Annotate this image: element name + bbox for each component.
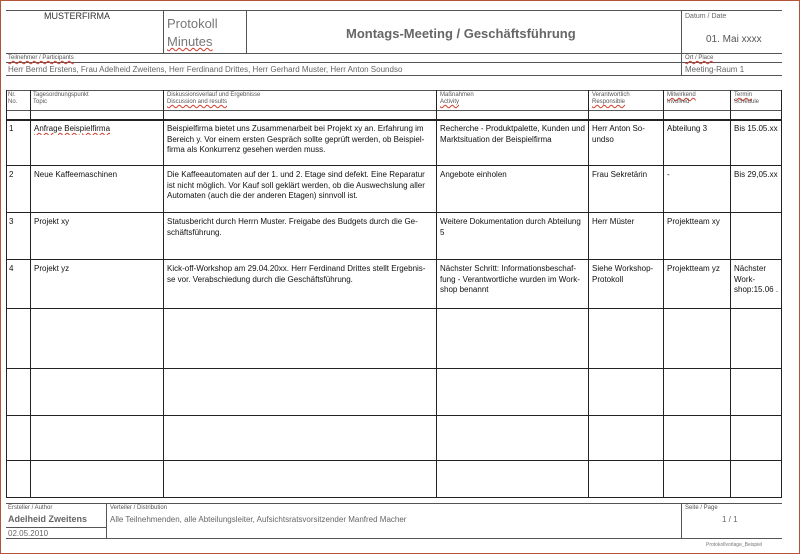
col-schedule-en: Schedule: [734, 99, 760, 105]
col-schedule-header: [734, 92, 759, 106]
row-2-responsible: Frau Sekretärin: [592, 170, 648, 179]
row-4-topic: Projekt yz: [34, 264, 70, 273]
distribution-text: Alle Teilnehmenden, alle Abteilungsleiter, Aufsichtsratsvorsitzender Manfred Macher: [110, 515, 407, 524]
row-3-responsible: Herr Müster: [592, 217, 635, 226]
template-note: Protokollvorlage_Beispiel: [706, 542, 763, 548]
page-value: 1 / 1: [722, 515, 738, 524]
row-4-nr: 4: [9, 264, 14, 273]
place-label: Ort / Place: [685, 55, 714, 61]
col-activity-header: [440, 92, 474, 106]
col-topic-de: Tagesordnungspunkt: [33, 92, 89, 98]
col-involved-header: [667, 92, 696, 106]
meeting-title: Montags-Meeting / Geschäftsführung: [346, 26, 576, 41]
row-1-topic: Anfrage Beispielfirma: [34, 124, 111, 133]
place-value: Meeting-Raum 1: [685, 65, 745, 74]
row-4-responsible: Siehe Workshop-Protokoll: [592, 264, 654, 284]
row-1-discussion: Beispielfirma bietet uns Zusammenarbeit bei Projekt xy an. Erfahrung im Bereich y. Vor einem ersten Gespräch sollte geprüft werden, ob Beispiel-firma als Konkurrenz gesehen werden muss.: [167, 124, 425, 154]
row-3-involved: Projektteam xy: [667, 217, 720, 226]
company-name: MUSTERFIRMA: [44, 11, 110, 21]
row-1-involved: Abteilung 3: [667, 124, 708, 133]
row-2-nr: 2: [9, 170, 14, 179]
col-nr-en: No.: [8, 99, 18, 105]
author-label: Ersteller / Author: [8, 505, 53, 511]
distribution-value: [110, 515, 406, 525]
row-2-schedule: Bis 29,05.xx: [734, 170, 778, 179]
date-value: [706, 34, 762, 45]
col-topic-en: Topic: [33, 99, 48, 105]
col-nr-header: [8, 92, 17, 106]
col-responsible-header: [592, 92, 630, 106]
col-activity-de: Maßnahmen: [440, 92, 474, 98]
row-1-schedule: Bis 15.05.xx: [734, 124, 778, 133]
row-2-discussion: Die Kaffeeautomaten auf der 1. und 2. Etage sind defekt. Eine Reparatur ist nicht möglich. Vor Kauf soll geklärt werden, ob die Auswechslung aller Automaten (auch die der anderen Etagen) sinnvoll ist.: [167, 170, 425, 200]
author-name: Adelheid Zweitens: [8, 514, 88, 524]
row-2-activity: Angebote einholen: [440, 170, 507, 179]
col-discussion-header: [167, 92, 260, 106]
distribution-label: Verteiler / Distribution: [110, 505, 168, 511]
row-3-topic: Projekt xy: [34, 217, 70, 226]
row-3-discussion: Statusbericht durch Herrn Muster. Freigabe des Budgets durch die Ge-schäftsführung.: [167, 217, 418, 237]
date-value-text: 01. Mai xxxx: [706, 34, 762, 45]
col-activity-en: Activity: [440, 99, 460, 105]
row-1-nr: 1: [9, 124, 14, 133]
participants-value: Herr Bernd Erstens, Frau Adelheid Zweitens, Herr Ferdinand Drittes, Herr Gerhard Muster, Herr Anton Soundso: [8, 65, 403, 74]
col-responsible-en: Responsible: [592, 99, 626, 105]
row-1-responsible: Herr Anton So-undso: [592, 124, 645, 144]
row-3-nr: 3: [9, 217, 14, 226]
author-date: 02.05.2010: [8, 529, 49, 538]
doc-type-de: Protokoll: [167, 16, 218, 31]
participants-label: Teilnehmer / Participants: [8, 55, 74, 61]
col-discussion-en: Discussion and results: [167, 99, 228, 105]
col-topic-header: [33, 92, 89, 106]
row-3-activity: Weitere Dokumentation durch Abteilung 5: [440, 217, 581, 237]
page-label: Seite / Page: [685, 505, 718, 511]
col-responsible-de: Verantwortlich: [592, 92, 630, 98]
col-discussion-de: Diskussionsverlauf und Ergebnisse: [167, 92, 261, 98]
doc-type-en: Minutes: [167, 34, 213, 49]
row-4-schedule: Nächster Work-shop:15.06 .: [734, 264, 779, 294]
row-4-activity: Nächster Schritt: Informationsbeschaf-fung - Verantwortliche wurden im Work-shop benannt: [440, 264, 580, 294]
col-involved-de: Mitwirkend: [667, 92, 696, 98]
date-label: Datum / Date: [685, 13, 727, 20]
row-2-topic: Neue Kaffeemaschinen: [34, 170, 118, 179]
row-4-discussion: Kick-off-Workshop am 29.04.20xx. Herr Ferdinand Drittes stellt Ergebnis-se vor. Verabschiedung durch die Geschäftsführung.: [167, 264, 426, 284]
row-1-activity: Recherche - Produktpalette, Kunden und Marktsituation der Beispielfirma: [440, 124, 585, 144]
col-nr-de: Nr.: [8, 92, 16, 98]
row-2-involved: -: [667, 170, 670, 179]
col-schedule-de: Termin: [734, 92, 753, 98]
col-involved-en: Involved: [667, 99, 690, 105]
row-4-involved: Projektteam yz: [667, 264, 720, 273]
